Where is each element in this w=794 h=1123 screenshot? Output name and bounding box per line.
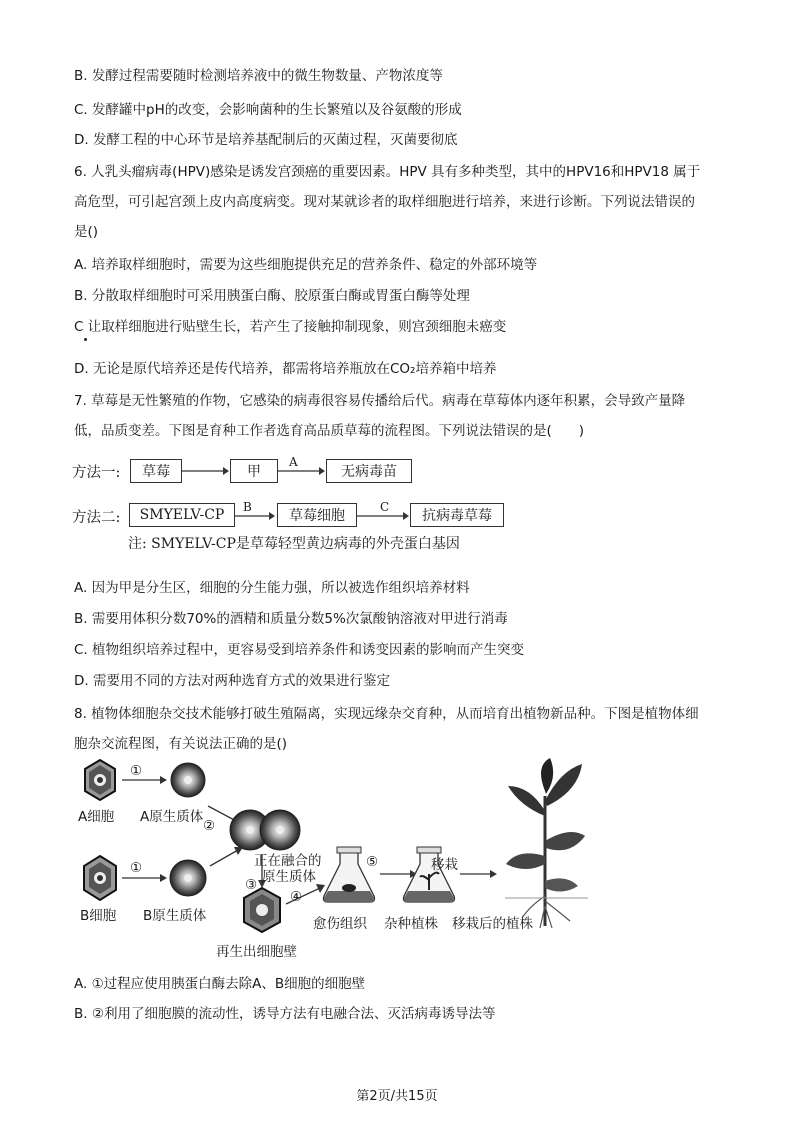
step-a-label: A	[289, 455, 298, 469]
arrow-icon	[181, 462, 229, 480]
step-3: ③	[245, 877, 258, 893]
callus-label: 愈伤组织	[313, 916, 367, 932]
step-c-label: C	[380, 500, 390, 514]
transplanted-plant-icon	[500, 756, 590, 936]
b-cell-label: B细胞	[80, 908, 117, 924]
arrow-icon	[122, 874, 167, 882]
a-protoplast-label: A原生质体	[140, 809, 204, 825]
page-number: 第2页/共15页	[356, 1089, 438, 1104]
fusing-protoplast-icon	[230, 810, 300, 850]
transplant-label: 移栽	[431, 857, 458, 873]
method-1-label: 方法一:	[72, 465, 121, 481]
question-7-line2: 低，品质变差。下图是育种工作者选育高品质草莓的流程图。下列说法错误的是( )	[74, 423, 585, 439]
option-5b: B. 发酵过程需要随时检测培养液中的微生物数量、产物浓度等	[74, 68, 443, 84]
a-cell-label: A细胞	[78, 809, 115, 825]
box-jia: 甲	[230, 459, 278, 483]
regenerated-wall-label: 再生出细胞壁	[216, 944, 297, 960]
b-protoplast-label: B原生质体	[143, 908, 207, 924]
box-gene: SMYELV-CP	[129, 503, 235, 527]
arrow-icon	[460, 870, 497, 878]
method-2-label: 方法二:	[72, 510, 121, 526]
option-5d: D. 发酵工程的中心环节是培养基配制后的灭菌过程，灭菌要彻底	[74, 132, 458, 148]
box-strawberry: 草莓	[130, 459, 182, 483]
option-7b: B. 需要用体积分数70%的酒精和质量分数5%次氯酸钠溶液对甲进行消毒	[74, 611, 508, 627]
step-4: ④	[290, 889, 303, 905]
step-b-label: B	[243, 500, 252, 514]
option-6a: A. 培养取样细胞时，需要为这些细胞提供充足的营养条件、稳定的外部环境等	[74, 257, 538, 273]
fusing-label-1: 正在融合的	[254, 853, 322, 869]
arrow-icon	[380, 870, 417, 878]
option-8a: A. ①过程应使用胰蛋白酶去除A、B细胞的细胞壁	[74, 976, 366, 992]
a-protoplast-icon	[171, 763, 205, 797]
regenerated-cell-icon	[244, 888, 280, 932]
option-6d: D. 无论是原代培养还是传代培养，都需将培养瓶放在CO₂培养箱中培养	[74, 361, 497, 377]
arrow-icon	[210, 847, 243, 866]
option-7a: A. 因为甲是分生区，细胞的分生能力强，所以被选作组织培养材料	[74, 580, 470, 596]
a-cell-icon	[85, 760, 115, 800]
arrow-icon	[122, 776, 167, 784]
option-6c: C 让取样细胞进行贴壁生长，若产生了接触抑制现象，则宫颈细胞未癌变	[74, 319, 507, 335]
arrow-icon	[357, 507, 409, 525]
transplanted-plant-label: 移栽后的植株	[452, 916, 533, 932]
box-resistant-strawberry: 抗病毒草莓	[410, 503, 504, 527]
arrow-icon	[277, 462, 325, 480]
option-7c: C. 植物组织培养过程中，更容易受到培养条件和诱变因素的影响而产生突变	[74, 642, 525, 658]
step-1-bottom: ①	[130, 860, 143, 876]
step-2: ②	[203, 818, 216, 834]
box-virus-free-seedling: 无病毒苗	[326, 459, 412, 483]
question-6-line1: 6. 人乳头瘤病毒(HPV)感染是诱发宫颈癌的重要因素。HPV 具有多种类型，其中的HPV16和HPV18 属于	[74, 164, 701, 180]
step-5: ⑤	[366, 854, 379, 870]
question-8-line2: 胞杂交流程图，有关说法正确的是()	[74, 736, 288, 752]
fusing-label-2: 原生质体	[262, 869, 316, 885]
box-strawberry-cell: 草莓细胞	[277, 503, 357, 527]
arrow-icon	[235, 507, 275, 525]
question-6-line2: 高危型，可引起宫颈上皮内高度病变。现对某就诊者的取样细胞进行培养，来进行诊断。下列说法错误的	[74, 194, 695, 210]
option-6b: B. 分散取样细胞时可采用胰蛋白酶、胶原蛋白酶或胃蛋白酶等处理	[74, 288, 470, 304]
hybrid-plant-label: 杂种植株	[384, 916, 438, 932]
option-5c: C. 发酵罐中pH的改变，会影响菌种的生长繁殖以及谷氨酸的形成	[74, 102, 462, 118]
question-6-line3: 是()	[74, 224, 99, 240]
b-protoplast-icon	[170, 860, 206, 896]
question-7-line1: 7. 草莓是无性繁殖的作物，它感染的病毒很容易传播给后代。病毒在草莓体内逐年积累，会导致产量降	[74, 393, 686, 409]
stray-dot	[84, 338, 87, 341]
step-1-top: ①	[130, 763, 143, 779]
b-cell-icon	[84, 856, 116, 900]
question-8-line1: 8. 植物体细胞杂交技术能够打破生殖隔离，实现远缘杂交育种，从而培育出植物新品种。下图是植物体细	[74, 706, 699, 722]
option-8b: B. ②利用了细胞膜的流动性，诱导方法有电融合法、灭活病毒诱导法等	[74, 1006, 496, 1022]
figure-7-note: 注: SMYELV-CP是草莓轻型黄边病毒的外壳蛋白基因	[128, 536, 460, 552]
option-7d: D. 需要用不同的方法对两种选育方式的效果进行鉴定	[74, 673, 390, 689]
